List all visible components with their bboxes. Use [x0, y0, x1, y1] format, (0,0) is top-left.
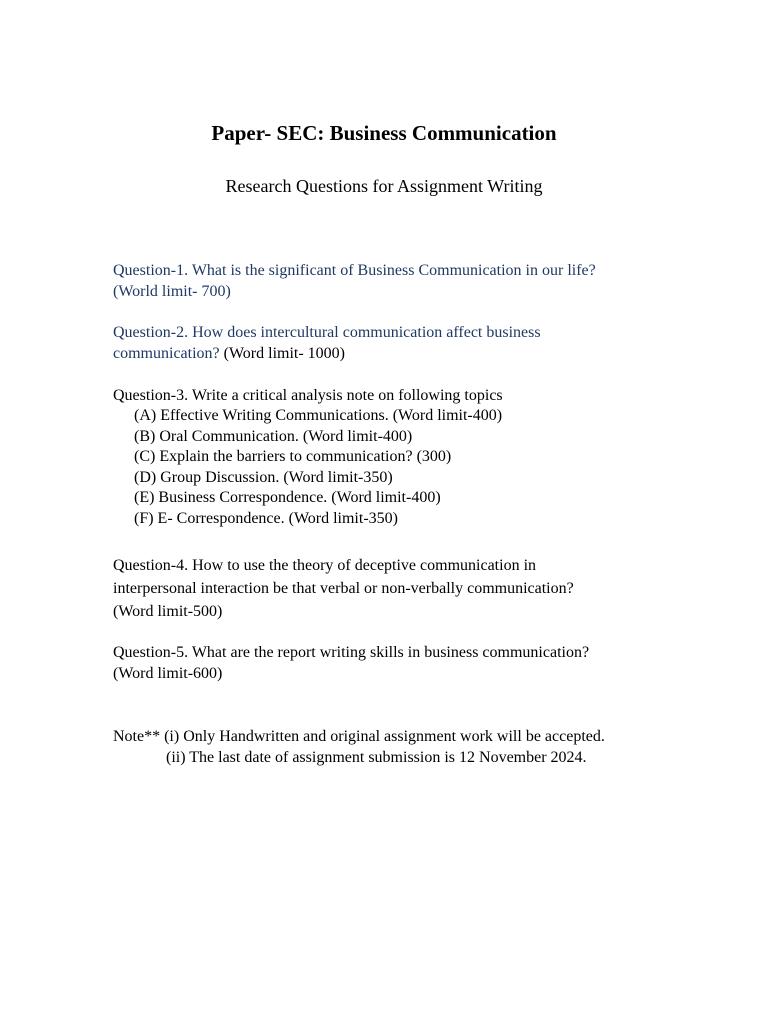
question-1-line-2: (World limit- 700) [113, 283, 231, 300]
topic-item-e: (E) Business Correspondence. (Word limit-400) [134, 489, 441, 506]
note-line-2: (ii) The last date of assignment submission is 12 November 2024. [166, 749, 587, 766]
question-2-line-2 [113, 343, 673, 364]
question-2 [113, 322, 673, 364]
question-3 [113, 385, 673, 529]
note-section [113, 726, 673, 768]
question-1-line-1: Question-1. What is the significant of Business Communication in our life? [113, 262, 596, 279]
question-2-word-limit: (Word limit- 1000) [219, 345, 345, 362]
question-2-line-1: Question-2. How does intercultural communication affect business [113, 324, 541, 341]
question-2-line-2-main: communication? [113, 345, 220, 362]
question-5 [113, 642, 673, 684]
note-line-1: Note** (i) Only Handwritten and original assignment work will be accepted. [113, 728, 605, 745]
topic-item-a: (A) Effective Writing Communications. (Word limit-400) [134, 407, 503, 424]
question-4-line-1: Question-4. How to use the theory of deceptive communication in [113, 557, 537, 574]
topic-item-d: (D) Group Discussion. (Word limit-350) [134, 468, 393, 486]
topic-item-f: (F) E- Correspondence. (Word limit-350) [134, 509, 398, 527]
topic-item-b: (B) Oral Communication. (Word limit-400) [134, 427, 413, 445]
question-5-line-1: Question-5. What are the report writing skills in business communication? [113, 644, 590, 661]
question-5-line-2: (Word limit-600) [113, 665, 223, 682]
page-title: Paper- SEC: Business Communication [211, 121, 557, 145]
page-subtitle: Research Questions for Assignment Writing [225, 176, 543, 196]
question-3-topic-list [113, 406, 673, 529]
question-4-line-2: interpersonal interaction be that verbal or non-verbally communication? [113, 580, 574, 597]
question-3-intro: Question-3. Write a critical analysis note on following topics [113, 387, 503, 404]
question-4-line-3: (Word limit-500) [113, 603, 223, 620]
topic-item-c: (C) Explain the barriers to communication? (300) [134, 448, 452, 465]
question-1 [113, 260, 673, 302]
question-4 [113, 554, 673, 623]
